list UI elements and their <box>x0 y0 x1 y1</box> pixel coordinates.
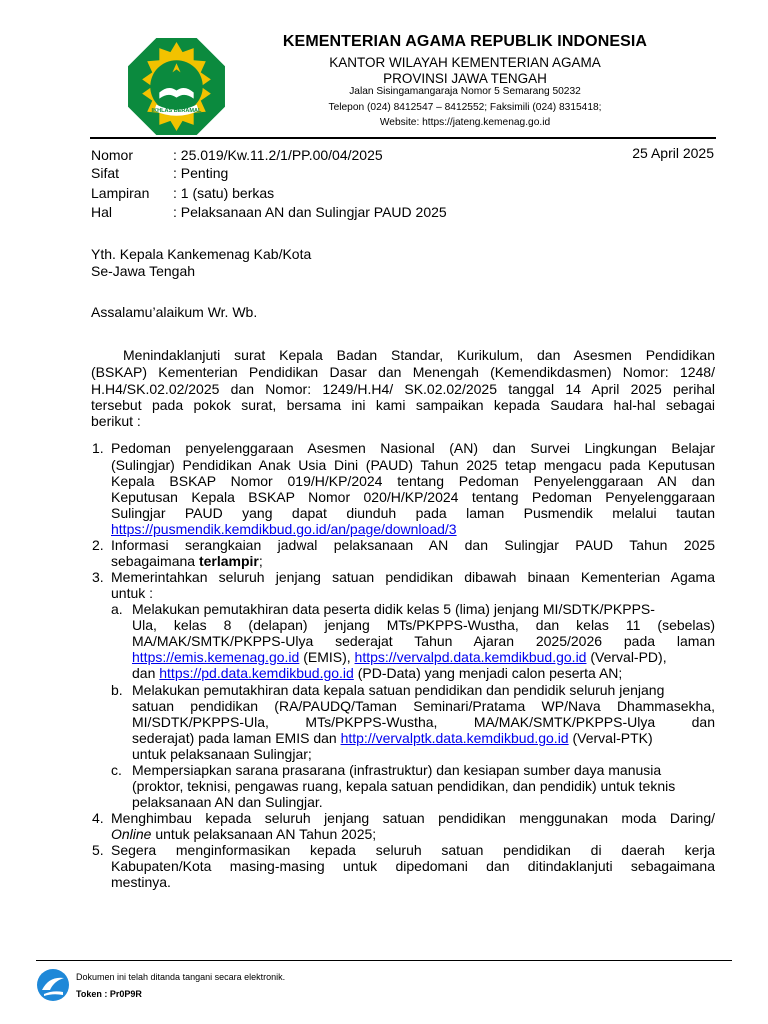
lampiran-label: Lampiran <box>91 185 150 201</box>
letter-date: 25 April 2025 <box>632 145 714 161</box>
e-signature-icon <box>36 968 70 1002</box>
item-line: Memerintahkan seluruh jenjang satuan pendidikan dibawah binaan Kementerian Agama <box>111 569 715 585</box>
item-number: 3. <box>92 569 104 585</box>
footer-divider <box>36 960 732 961</box>
item-line: Kabupaten/Kota masing-masing untuk dipedomani dan ditindaklanjuti sebagaimana <box>111 858 715 874</box>
e-signature-note: Dokumen ini telah ditanda tangani secara elektronik. <box>76 972 286 982</box>
item-line: Pedoman penyelenggaraan Asesmen Nasional (AN) dan Survei Lingkungan Belajar <box>111 440 715 456</box>
subitem-line: Melakukan pemutakhiran data peserta didik kelas 5 (lima) jenjang MI/SDTK/PKPPS- <box>132 601 655 617</box>
office-address: Jalan Sisingamangaraja Nomor 5 Semarang 50232 <box>349 86 581 97</box>
office-name: KANTOR WILAYAH KEMENTERIAN AGAMA <box>329 55 601 70</box>
office-website: Website: https://jateng.kemenag.go.id <box>379 117 551 128</box>
recipient-line-2: Se-Jawa Tengah <box>91 263 196 279</box>
item-line <box>111 553 263 570</box>
subitem-line <box>132 730 653 747</box>
item-line: Kepala BSKAP Nomor 019/H/KP/2024 tentang Pedoman Penyelenggaraan AN dan <box>111 473 715 489</box>
subitem-text: dan <box>132 665 160 681</box>
item-line: mestinya. <box>111 874 171 890</box>
greeting: Assalamu’alaikum Wr. Wb. <box>91 304 258 320</box>
subitem-line <box>132 649 667 666</box>
subitem-line: Ula, kelas 8 (delapan) jenjang MTs/PKPPS-Wustha, dan kelas 11 (sebelas) <box>132 617 715 633</box>
document-token: Token : Pr0P9R <box>76 989 142 999</box>
pd-data-link[interactable]: https://pd.data.kemdikbud.go.id <box>159 665 354 681</box>
ministry-title: KEMENTERIAN AGAMA REPUBLIK INDONESIA <box>282 33 648 50</box>
sifat-label: Sifat <box>91 165 120 181</box>
item-number: 4. <box>92 810 104 826</box>
hal-label: Hal <box>91 204 113 220</box>
nomor-label: Nomor <box>91 147 134 163</box>
item-line: Menghimbau kepada seluruh jenjang satuan pendidikan menggunakan moda Daring/ <box>111 810 715 826</box>
kemenag-logo <box>126 36 227 137</box>
office-phone: Telepon (024) 8412547 – 8412552; Faksimili (024) 8315418; <box>328 102 602 113</box>
item-text: ; <box>258 553 263 569</box>
subitem-line: pelaksanaan AN dan Sulingjar. <box>132 794 323 810</box>
subitem-line: MI/SDTK/PKPPS-Ula, MTs/PKPPS-Wustha, MA/MAK/SMTK/PKPPS-Ulya dan <box>132 714 715 730</box>
hal-value: : Pelaksanaan AN dan Sulingjar PAUD 2025 <box>173 204 447 220</box>
item-line: Keputusan Kepala BSKAP Nomor 020/H/KP/2024 tentang Pedoman Penyelenggaraan <box>111 489 715 505</box>
item-number: 1. <box>92 440 104 456</box>
letterhead-divider <box>90 137 716 139</box>
meta-sifat <box>91 163 228 183</box>
intro-line: tersebut pada pokok surat, bersama ini kami sampaikan kepada Saudara hal-hal sebagai <box>91 397 715 413</box>
subitem-line: (proktor, teknisi, pengawas ruang, kepala satuan pendidikan, dan pendidik) untuk teknis <box>132 778 676 794</box>
intro-line: berikut : <box>91 413 141 429</box>
subitem-line: Melakukan pemutakhiran data kepala satuan pendidikan dan pendidik seluruh jenjang <box>132 682 665 698</box>
vervalptk-link[interactable]: http://vervalptk.data.kemdikbud.go.id <box>340 730 569 746</box>
meta-hal <box>91 202 447 222</box>
item-line: (Sulingjar) Pendidikan Anak Usia Dini (PAUD) Tahun 2025 tetap mengacu pada Keputusan <box>111 457 715 473</box>
subitem-text: (PD-Data) yang menjadi calon peserta AN; <box>353 665 623 681</box>
intro-line: (BSKAP) Kementerian Pendidikan Dasar dan Menengah (Kemendikdasmen) Nomor: 1248/ <box>91 364 715 380</box>
pusmendik-download-link[interactable]: https://pusmendik.kemdikbud.go.id/an/page/download/3 <box>111 521 457 537</box>
province-name: PROVINSI JAWA TENGAH <box>383 71 547 86</box>
subitem-line: Mempersiapkan sarana prasarana (infrastruktur) dan kesiapan sumber daya manusia <box>132 762 662 778</box>
subitem-text: sederajat) pada laman EMIS dan <box>132 730 341 746</box>
subitem-text: (Verval-PD), <box>586 649 667 665</box>
item-line: Sulingjar PAUD yang dapat diunduh pada laman Pusmendik melalui tautan <box>111 505 715 521</box>
attachment-emphasis: terlampir <box>198 553 259 569</box>
nomor-value: : 25.019/Kw.11.2/1/PP.00/04/2025 <box>173 147 383 163</box>
subitem-text: (Verval-PTK) <box>568 730 653 746</box>
sifat-value: : Penting <box>173 165 229 181</box>
item-line: untuk : <box>111 585 154 601</box>
subitem-letter: b. <box>111 682 123 698</box>
svg-text:IKHLAS BERAMAL: IKHLAS BERAMAL <box>151 107 202 114</box>
lampiran-value: : 1 (satu) berkas <box>173 185 275 201</box>
item-line <box>111 826 376 843</box>
subitem-text: (EMIS), <box>299 649 355 665</box>
subitem-letter: c. <box>111 762 122 778</box>
subitem-line: MA/MAK/SMTK/PKPPS-Ulya sederajat Tahun Ajaran 2025/2026 pada laman <box>132 633 715 649</box>
item-number: 2. <box>92 537 104 553</box>
subitem-line: satuan pendidikan (RA/PAUDQ/Taman Seminari/Pratama WP/Nava Dhammasekha, <box>132 698 715 714</box>
item-number: 5. <box>92 842 104 858</box>
recipient-line-1: Yth. Kepala Kankemenag Kab/Kota <box>91 246 312 262</box>
item-text: sebagaimana <box>111 553 199 569</box>
item-text: untuk pelaksanaan AN Tahun 2025; <box>151 826 377 842</box>
emis-link[interactable]: https://emis.kemenag.go.id <box>132 649 300 665</box>
subitem-line <box>132 665 622 682</box>
intro-line: Menindaklanjuti surat Kepala Badan Standar, Kurikulum, dan Asesmen Pendidikan <box>123 347 715 363</box>
online-emphasis: Online <box>111 826 152 842</box>
subitem-letter: a. <box>111 601 123 617</box>
intro-line: H.H4/SK.02.02/2025 dan Nomor: 1249/H.H4/ SK.02.02/2025 tanggal 14 April 2025 perihal <box>91 381 715 397</box>
item-line: Segera menginformasikan kepada seluruh satuan pendidikan di daerah kerja <box>111 842 715 858</box>
meta-nomor <box>91 145 383 165</box>
item-line: Informasi serangkaian jadwal pelaksanaan AN dan Sulingjar PAUD Tahun 2025 <box>111 537 715 553</box>
meta-lampiran <box>91 183 274 203</box>
vervalpd-link[interactable]: https://vervalpd.data.kemdikbud.go.id <box>354 649 587 665</box>
subitem-line: untuk pelaksanaan Sulingjar; <box>132 746 312 762</box>
